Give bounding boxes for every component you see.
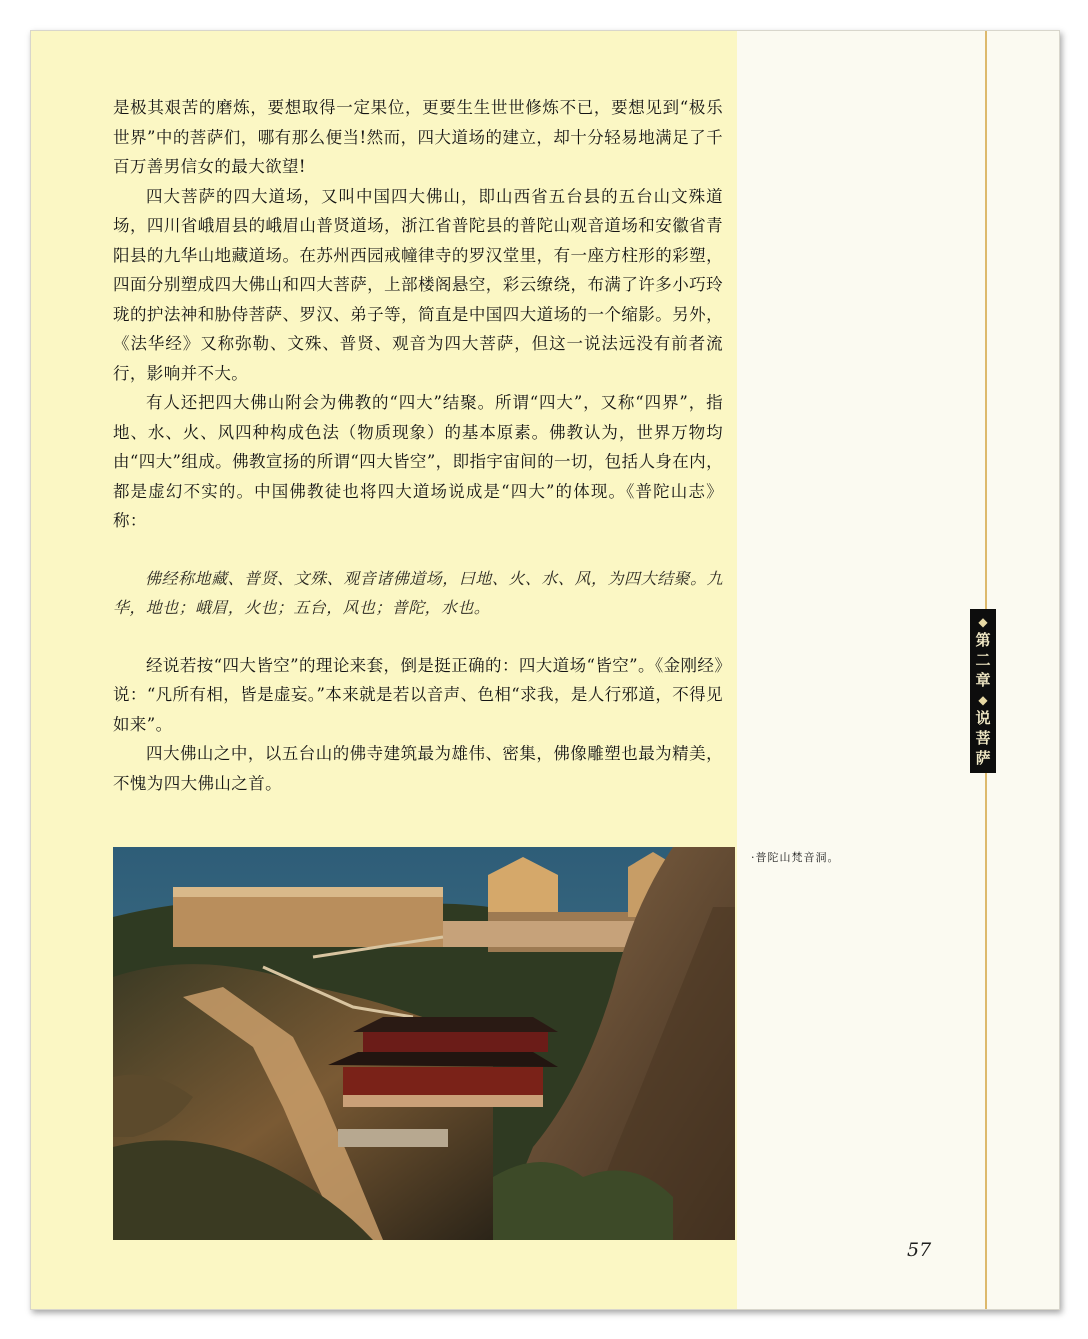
paragraph-4: 经说若按“四大皆空”的理论来套，倒是挺正确的：四大道场“皆空”。《金刚经》说：“凡所有相，皆是虚妄。”本来就是若以音声、色相“求我，是人行邪道，不得见如来”。 xyxy=(113,655,723,734)
block-quote: 佛经称地藏、普贤、文殊、观音诸佛道场，曰地、火、水、风，为四大结聚。九华，地也；峨眉，火也；五台，风也；普陀，水也。 xyxy=(113,568,723,617)
chapter-char: 说 xyxy=(975,708,991,727)
temple-photo xyxy=(113,847,735,1240)
page-number: 57 xyxy=(907,1239,932,1261)
paragraph-2: 四大菩萨的四大道场，又叫中国四大佛山，即山西省五台县的五台山文殊道场，四川省峨眉县的峨眉山普贤道场，浙江省普陀县的普陀山观音道场和安徽省青阳县的九华山地藏道场。在苏州西园戒幢律寺的罗汉堂里，有一座方柱形的彩塑，四面分别塑成四大佛山和四大菩萨，上部楼阁悬空，彩云缭绕，布满了许多小巧玲珑的护法神和胁侍菩萨、罗汉、弟子等，简直是中国四大道场的一个缩影。另外，《法华经》又称弥勒、文殊、普贤、观音为四大菩萨，但这一说法远没有前者流行，影响并不大。 xyxy=(113,186,723,383)
paragraph-3: 有人还把四大佛山附会为佛教的“四大”结聚。所谓“四大”，又称“四界”，指地、水、火、风四种构成色法（物质现象）的基本原素。佛教认为，世界万物均由“四大”组成。佛教宣扬的所谓“四大皆空”，即指宇宙间的一切，包括人身在内，都是虚幻不实的。中国佛教徒也将四大道场说成是“四大”的体现。《普陀山志》称： xyxy=(113,393,723,530)
body-text xyxy=(113,93,723,798)
book-page xyxy=(30,30,1060,1310)
chapter-char: 二 xyxy=(975,651,991,670)
paragraph-5: 四大佛山之中，以五台山的佛寺建筑最为雄伟、密集，佛像雕塑也最为精美，不愧为四大佛山之首。 xyxy=(113,744,723,793)
diamond-icon: ◆ xyxy=(978,692,988,707)
chapter-char: 章 xyxy=(975,671,991,690)
photo-caption: ·普陀山梵音洞。 xyxy=(751,851,840,864)
diamond-icon: ◆ xyxy=(978,614,988,629)
chapter-char: 萨 xyxy=(975,749,991,768)
paragraph-1: 是极其艰苦的磨炼，要想取得一定果位，更要生生世世修炼不已，要想见到“极乐世界”中的菩萨们，哪有那么便当!然而，四大道场的建立，却十分轻易地满足了千百万善男信女的最大欲望! xyxy=(113,98,723,176)
chapter-char: 菩 xyxy=(975,729,991,748)
chapter-char: 第 xyxy=(975,630,991,649)
chapter-tab xyxy=(970,609,996,773)
